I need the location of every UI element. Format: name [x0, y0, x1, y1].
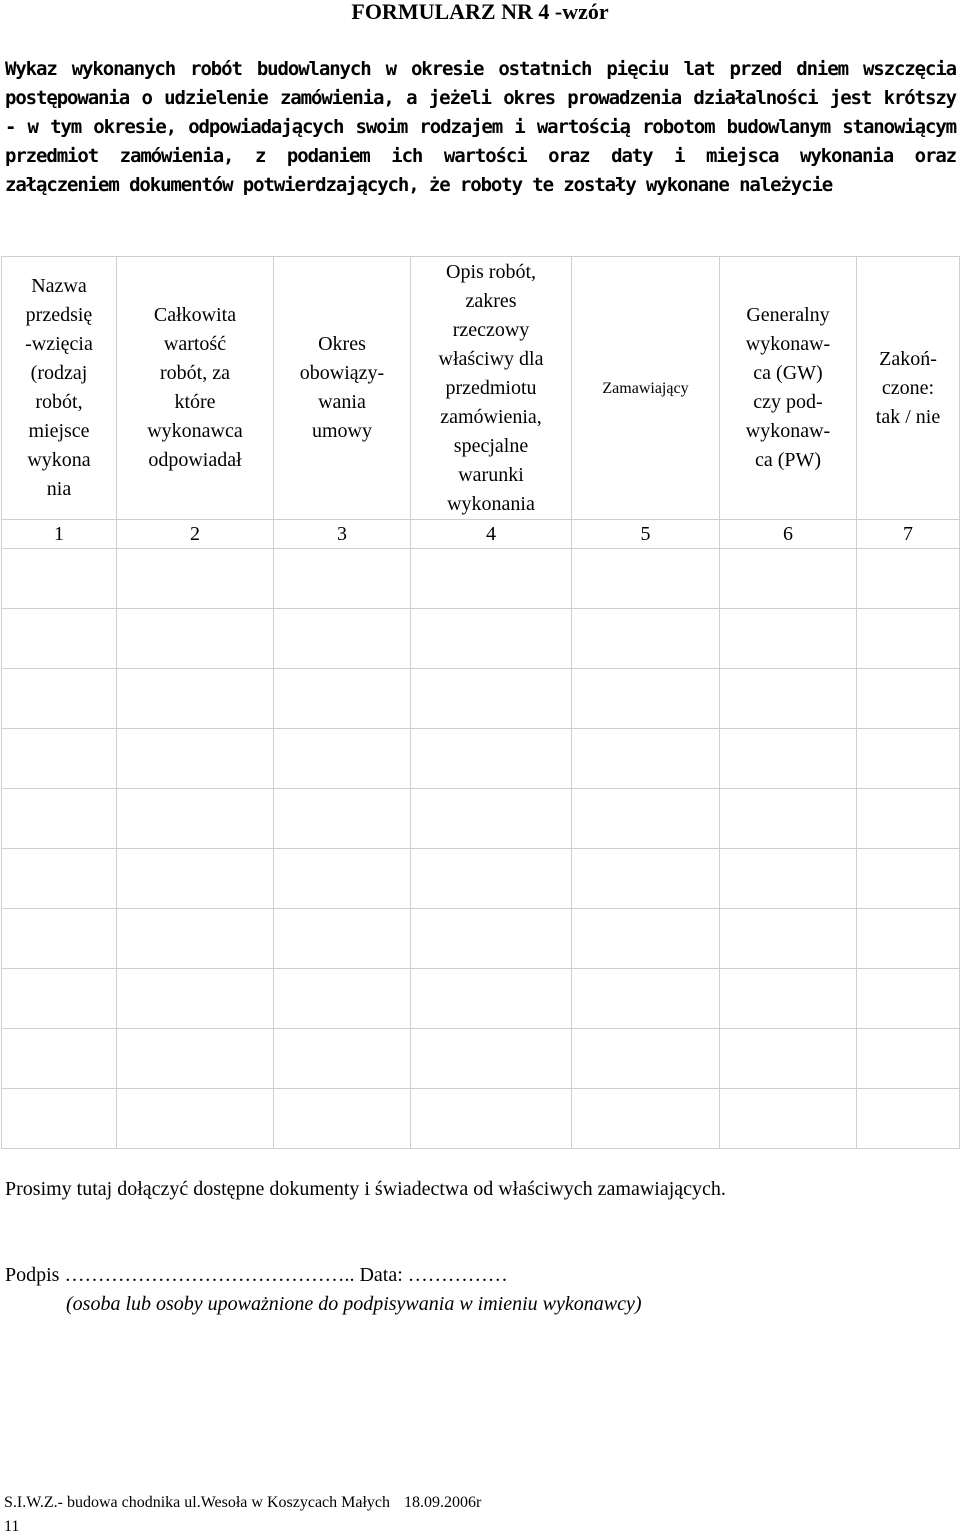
table-cell [117, 849, 274, 909]
header-line: warunki [458, 463, 524, 486]
table-row [2, 909, 960, 969]
header-line: rzeczowy [452, 318, 530, 341]
table-cell [2, 1089, 117, 1149]
table-cell [411, 789, 572, 849]
column-number: 1 [2, 520, 117, 549]
header-ordering-party [572, 257, 720, 520]
header-contract-period [274, 257, 411, 520]
table-cell [572, 669, 720, 729]
table-cell [720, 729, 857, 789]
header-line: wykonaw- [745, 420, 831, 442]
header-line: (rodzaj [30, 362, 88, 384]
header-line: Całkowita [153, 304, 237, 326]
table-cell [2, 849, 117, 909]
table-cell [2, 729, 117, 789]
column-number: 4 [411, 520, 572, 549]
header-line: które [174, 391, 216, 413]
table-cell [2, 1029, 117, 1089]
signature-caption: (osoba lub osoby upoważnione do podpisywania w imieniu wykonawcy) [66, 1293, 642, 1315]
table-row [2, 969, 960, 1029]
table-cell [572, 849, 720, 909]
table-row [2, 1089, 960, 1149]
header-line: ca (PW) [754, 449, 822, 471]
table-cell [2, 609, 117, 669]
table-cell [857, 969, 960, 1029]
table-cell [117, 549, 274, 609]
table-cell [857, 729, 960, 789]
table-header-row [2, 257, 960, 520]
header-line: wykonania [447, 492, 535, 515]
table-cell [117, 789, 274, 849]
table-cell [720, 549, 857, 609]
header-line: tak / nie [875, 405, 941, 428]
column-number: 2 [117, 520, 274, 549]
column-number: 7 [857, 520, 960, 549]
blank-rows [2, 549, 960, 1149]
header-line: ca (GW) [753, 362, 823, 384]
footer-date: 18.09.2006r [404, 1494, 482, 1511]
table-cell [117, 969, 274, 1029]
table-row [2, 789, 960, 849]
table-cell [720, 669, 857, 729]
header-line: Opis robót, [446, 260, 536, 283]
header-line: przedsię [25, 304, 93, 326]
table-cell [117, 909, 274, 969]
table-cell [2, 969, 117, 1029]
table-cell [411, 549, 572, 609]
table-cell [117, 729, 274, 789]
table-cell [857, 849, 960, 909]
table-cell [411, 849, 572, 909]
table-row [2, 609, 960, 669]
table-cell [411, 669, 572, 729]
table-cell [857, 909, 960, 969]
table-cell [411, 1089, 572, 1149]
table-cell [857, 1029, 960, 1089]
header-line: czone: [881, 376, 935, 399]
header-project-name [2, 257, 117, 520]
table-cell [572, 549, 720, 609]
table-cell [720, 849, 857, 909]
header-line: zakres [465, 289, 517, 312]
table-cell [720, 789, 857, 849]
table-cell [274, 849, 411, 909]
header-line: odpowiadał [148, 449, 242, 471]
header-line: obowiązy- [299, 362, 385, 384]
attachment-note: Prosimy tutaj dołączyć dostępne dokumenty i świadectwa od właściwych zamawiających. [5, 1178, 726, 1200]
table-cell [857, 549, 960, 609]
table-cell [117, 669, 274, 729]
table-cell [720, 1089, 857, 1149]
table-cell [572, 969, 720, 1029]
page-number: 11 [4, 1518, 20, 1535]
table-row [2, 669, 960, 729]
table-cell [2, 549, 117, 609]
table-row [2, 549, 960, 609]
header-line: wartość [163, 333, 227, 355]
table-cell [411, 909, 572, 969]
table-cell [274, 909, 411, 969]
table-cell [274, 549, 411, 609]
header-line: Zamawiający [602, 379, 689, 397]
table-cell [572, 909, 720, 969]
form-title: FORMULARZ NR 4 -wzór [351, 0, 609, 24]
table-cell [857, 669, 960, 729]
table-cell [572, 789, 720, 849]
header-line: nia [46, 478, 72, 500]
column-number: 6 [720, 520, 857, 549]
header-completed [857, 257, 960, 520]
header-total-value [117, 257, 274, 520]
header-line: wykonaw- [745, 333, 831, 355]
header-line: wania [318, 391, 366, 413]
table-cell [857, 1089, 960, 1149]
header-line: wykona [27, 449, 91, 471]
header-line: Okres [318, 333, 366, 355]
table-cell [411, 969, 572, 1029]
table-cell [572, 729, 720, 789]
header-line: robót, [35, 391, 83, 413]
table-cell [274, 1089, 411, 1149]
table-cell [720, 609, 857, 669]
table-cell [411, 1029, 572, 1089]
table-cell [2, 669, 117, 729]
table-cell [572, 1089, 720, 1149]
table-cell [720, 909, 857, 969]
table-cell [274, 969, 411, 1029]
header-line: czy pod- [753, 391, 823, 413]
header-line: wykonawca [147, 420, 243, 442]
header-line: miejsce [28, 420, 90, 442]
signature-line: Podpis …………………………………….. Data: …………… [5, 1264, 508, 1286]
table-cell [411, 729, 572, 789]
table-cell [274, 1029, 411, 1089]
table-cell [857, 609, 960, 669]
table-cell [117, 609, 274, 669]
header-line: przedmiotu [445, 376, 537, 399]
table-cell [274, 669, 411, 729]
table-cell [117, 1089, 274, 1149]
table-row [2, 729, 960, 789]
table-cell [2, 909, 117, 969]
column-number-row [2, 520, 960, 549]
header-contractor-type [720, 257, 857, 520]
table-cell [411, 609, 572, 669]
table-cell [720, 969, 857, 1029]
header-line: umowy [312, 420, 372, 442]
table-cell [274, 729, 411, 789]
table-cell [274, 789, 411, 849]
table-cell [117, 1029, 274, 1089]
table-row [2, 1029, 960, 1089]
table-cell [2, 789, 117, 849]
table-cell [572, 609, 720, 669]
column-number: 5 [572, 520, 720, 549]
table-cell [274, 609, 411, 669]
header-line: -wzięcia [25, 333, 93, 355]
header-line: robót, za [160, 362, 230, 384]
header-line: Nazwa [31, 275, 87, 297]
table-row [2, 849, 960, 909]
header-line: właściwy dla [438, 347, 544, 370]
intro-paragraph: Wykaz wykonanych robót budowlanych w okresie ostatnich pięciu lat przed dniem wszczęcia postępowania o udzielenie zamówienia, a jeżeli okres prowadzenia działalności jest krótszy - w tym okresie, odpowiadających swoim rodzajem i wartością robotom budowlanym stanowiącym przedmiot zamówienia, z podaniem ich wartości oraz daty i miejsca wykonania oraz załączeniem dokumentów potwierdzających, że roboty te zostały wykonane należycie [5, 58, 956, 196]
works-table [1, 256, 960, 1149]
table-cell [857, 789, 960, 849]
header-line: Generalny [746, 304, 830, 326]
header-line: Zakoń- [879, 347, 937, 370]
header-works-description [411, 257, 572, 520]
footer-text: S.I.W.Z.- budowa chodnika ul.Wesoła w Koszycach Małych [4, 1494, 391, 1511]
column-number: 3 [274, 520, 411, 549]
table-cell [720, 1029, 857, 1089]
table-cell [572, 1029, 720, 1089]
header-line: zamówienia, [440, 405, 542, 428]
page-footer [4, 1493, 481, 1513]
header-line: specjalne [453, 434, 529, 457]
